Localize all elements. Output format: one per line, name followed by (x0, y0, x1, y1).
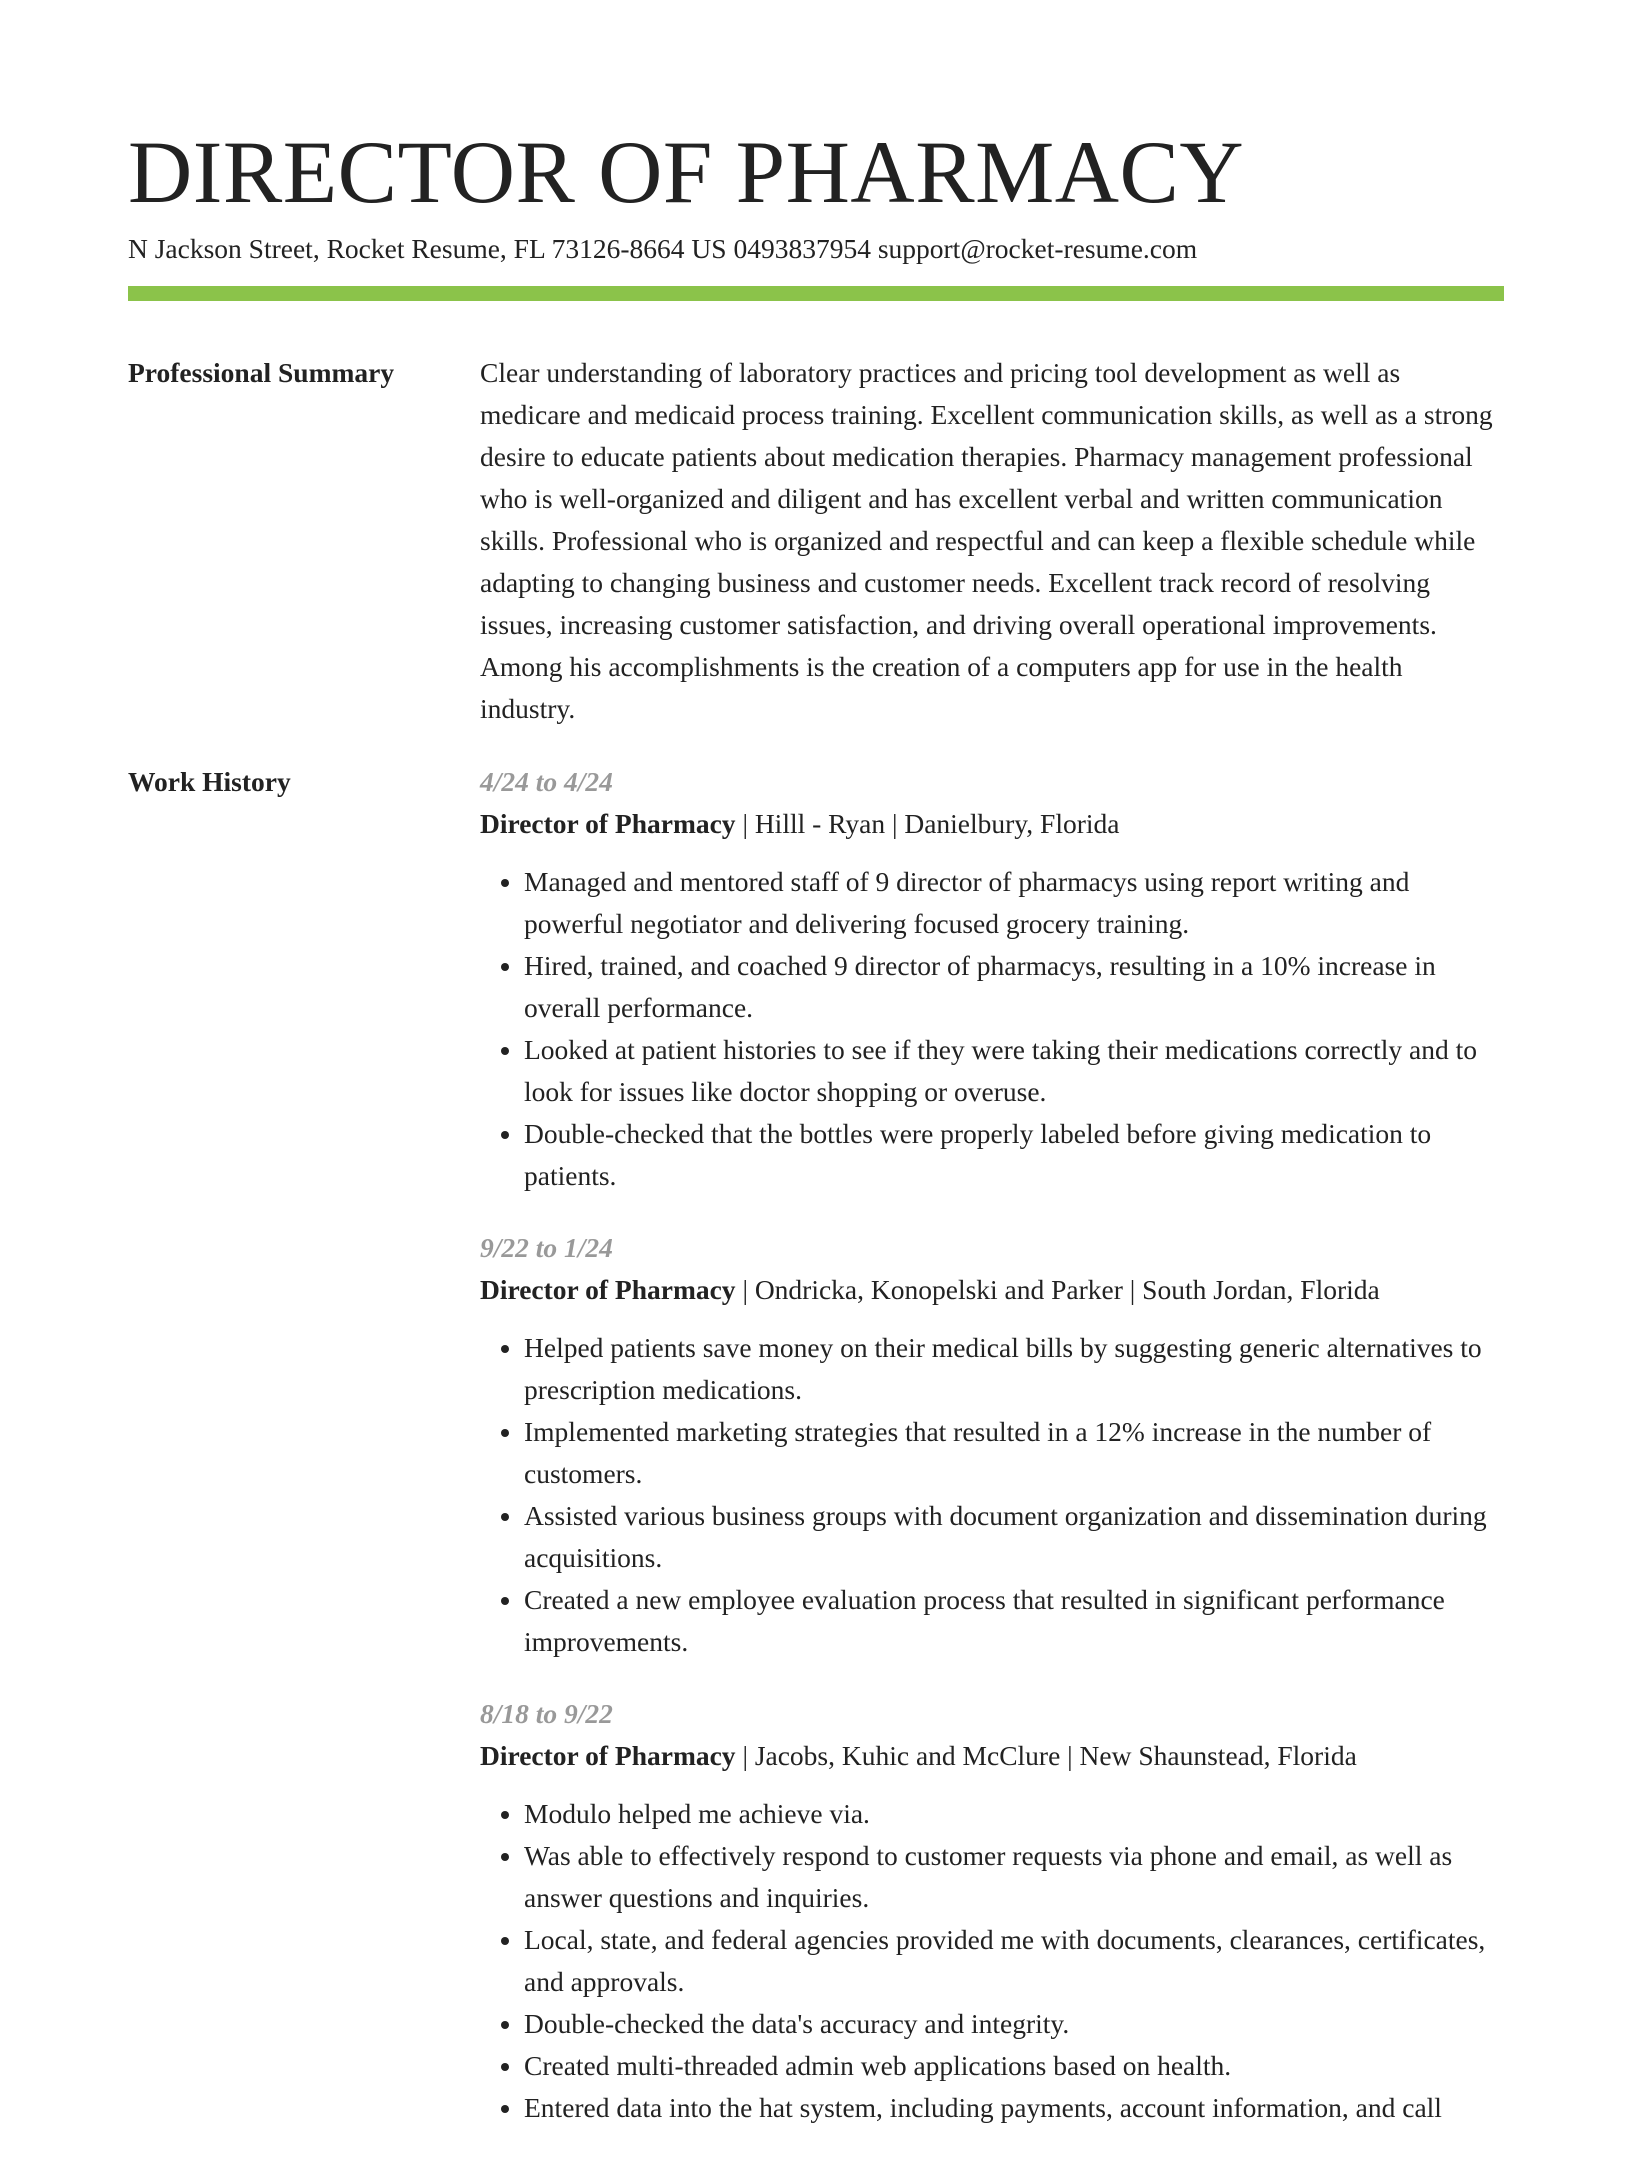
job-bullet: • Was able to effectively respond to customer requests via phone and email, as well as answer questions and inquiries. (524, 1835, 1504, 1919)
job-heading (480, 1735, 1504, 1777)
job-bullet: • Managed and mentored staff of 9 director of pharmacys using report writing and powerful negotiator and delivering focused grocery training. (524, 861, 1504, 945)
summary-text: Clear understanding of laboratory practices and pricing tool development as well as medicare and medicaid process training. Excellent communication skills, as well as a strong desire to educate patients about medication therapies. Pharmacy management professional who is well-organized and diligent and has excellent verbal and written communication skills. Professional who is organized and respectful and can keep a flexible schedule while adapting to changing business and customer needs. Excellent track record of resolving issues, increasing customer satisfaction, and driving overall operational improvements. Among his accomplishments is the creation of a computers app for use in the health industry. (480, 357, 1493, 724)
resume-title: DIRECTOR OF PHARMACY (128, 124, 1245, 222)
job-entry (480, 1227, 1504, 1663)
section-label-work-history: Work History (128, 766, 291, 797)
job-bullet: • Hired, trained, and coached 9 director of pharmacys, resulting in a 10% increase in overall performance. (524, 945, 1504, 1029)
job-title: Director of Pharmacy (480, 1274, 736, 1305)
job-title: Director of Pharmacy (480, 1740, 736, 1771)
job-details: | Jacobs, Kuhic and McClure | New Shaunstead, Florida (735, 1740, 1357, 1771)
job-dates: 4/24 to 4/24 (480, 766, 613, 797)
job-bullet: • Implemented marketing strategies that resulted in a 12% increase in the number of customers. (524, 1411, 1504, 1495)
job-bullet: • Assisted various business groups with document organization and dissemination during acquisitions. (524, 1495, 1504, 1579)
job-dates: 9/22 to 1/24 (480, 1232, 613, 1263)
job-bullets (480, 861, 1504, 1197)
summary-body (480, 352, 1504, 730)
job-details: | Ondricka, Konopelski and Parker | South Jordan, Florida (735, 1274, 1380, 1305)
job-heading (480, 803, 1504, 845)
job-dates: 8/18 to 9/22 (480, 1698, 613, 1729)
job-entry (480, 761, 1504, 1197)
job-bullet: • Helped patients save money on their medical bills by suggesting generic alternatives to prescription medications. (524, 1327, 1504, 1411)
job-title: Director of Pharmacy (480, 808, 736, 839)
job-details: | Hilll - Ryan | Danielbury, Florida (735, 808, 1120, 839)
job-bullets (480, 1327, 1504, 1663)
job-bullet: • Local, state, and federal agencies provided me with documents, clearances, certificates, and approvals. (524, 1919, 1504, 2003)
job-bullet: • Created multi-threaded admin web applications based on health. (524, 2045, 1504, 2087)
contact-line: N Jackson Street, Rocket Resume, FL 73126-8664 US 0493837954 support@rocket-resume.com (128, 233, 1198, 264)
job-bullet: • Entered data into the hat system, including payments, account information, and call (524, 2087, 1504, 2129)
job-bullets (480, 1793, 1504, 2129)
work-history-body (480, 761, 1504, 2159)
job-bullet: • Double-checked the data's accuracy and integrity. (524, 2003, 1504, 2045)
header-divider (128, 286, 1504, 301)
section-label-summary: Professional Summary (128, 357, 395, 388)
job-entry (480, 1693, 1504, 2129)
job-bullet: • Looked at patient histories to see if they were taking their medications correctly and to look for issues like doctor shopping or overuse. (524, 1029, 1504, 1113)
job-bullet: • Modulo helped me achieve via. (524, 1793, 1504, 1835)
job-bullet: • Created a new employee evaluation process that resulted in significant performance improvements. (524, 1579, 1504, 1663)
job-bullet: • Double-checked that the bottles were properly labeled before giving medication to patients. (524, 1113, 1504, 1197)
job-heading (480, 1269, 1504, 1311)
